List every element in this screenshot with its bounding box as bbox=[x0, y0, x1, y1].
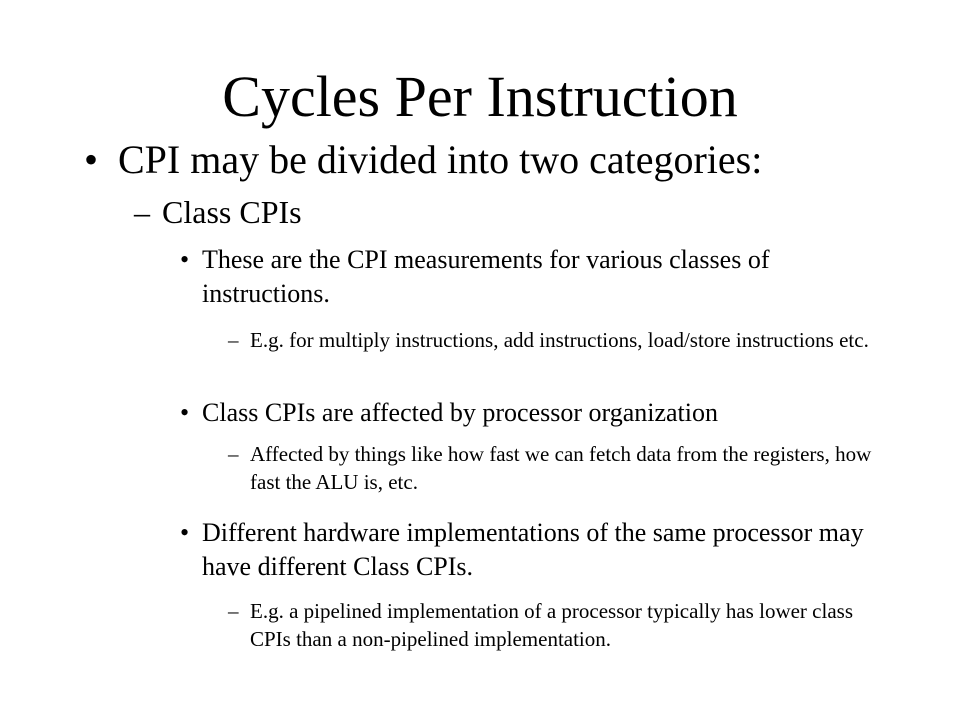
bullet-dash-icon: – bbox=[228, 328, 239, 352]
bullet-dash-icon: – bbox=[228, 442, 239, 466]
list-item-text: These are the CPI measurements for various classes of instructions. bbox=[202, 245, 770, 308]
bullet-dash-icon: – bbox=[228, 599, 239, 623]
sub-list-item-text: Affected by things like how fast we can fetch data from the registers, how fast the ALU is, etc. bbox=[250, 442, 872, 494]
bullet-level1-text: CPI may be divided into two categories: bbox=[118, 137, 763, 182]
list-item-text: Different hardware implementations of the same processor may have different Class CPIs. bbox=[202, 518, 864, 581]
sub-list-item-text: E.g. a pipelined implementation of a processor typically has lower class CPIs than a non-pipelined implementation. bbox=[250, 599, 853, 651]
sub-list-item bbox=[228, 440, 878, 496]
bullet-dash-icon: – bbox=[134, 194, 150, 230]
bullet-level1 bbox=[84, 136, 944, 184]
bullet-dot-icon: • bbox=[180, 518, 190, 547]
slide-title: Cycles Per Instruction bbox=[222, 64, 738, 129]
bullet-dot-icon: • bbox=[180, 245, 190, 274]
sub-list-item bbox=[228, 597, 878, 653]
bullet-level2 bbox=[134, 192, 934, 232]
list-item bbox=[180, 396, 870, 430]
list-item bbox=[180, 516, 870, 584]
bullet-dot-icon: • bbox=[84, 137, 99, 182]
sub-list-item bbox=[228, 326, 878, 354]
list-item-text: Class CPIs are affected by processor organization bbox=[202, 398, 719, 427]
sub-list-item-text: E.g. for multiply instructions, add instructions, load/store instructions etc. bbox=[250, 328, 869, 352]
bullet-level2-text: Class CPIs bbox=[162, 194, 302, 230]
bullet-dot-icon: • bbox=[180, 398, 190, 427]
list-item bbox=[180, 243, 870, 311]
